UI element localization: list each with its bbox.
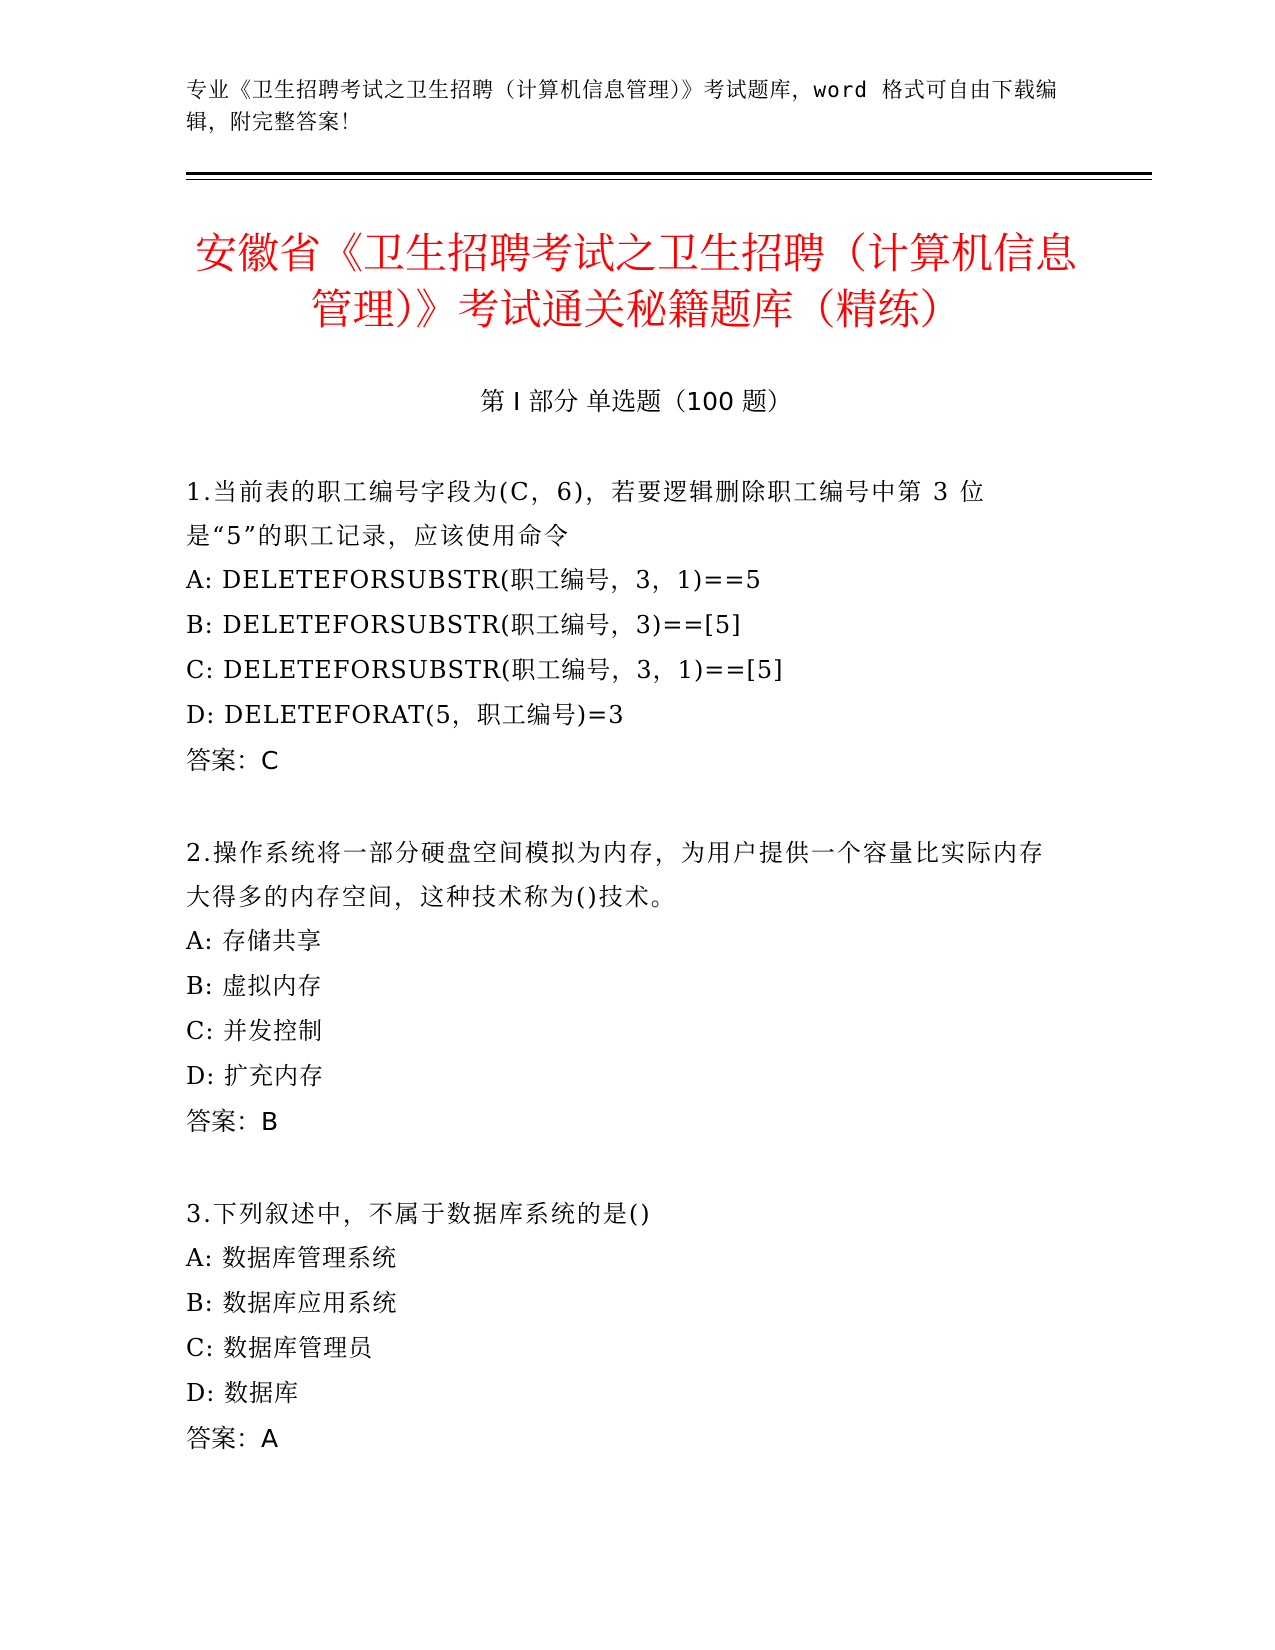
header-note: 专业《卫生招聘考试之卫生招聘（计算机信息管理）》考试题库，word 格式可自由下载编辑，附完整答案！ [186, 78, 1058, 134]
question-stem: 3.下列叙述中，不属于数据库系统的是() [186, 1200, 652, 1228]
question-list [186, 470, 1066, 1509]
answer-line: 答案：A [186, 1424, 279, 1453]
option-c: C: DELETEFORSUBSTR(职工编号，3，1)==[5] [186, 656, 784, 684]
option-b: B: 数据库应用系统 [186, 1289, 398, 1317]
answer-line: 答案：B [186, 1107, 279, 1136]
document-title: 安徽省《卫生招聘考试之卫生招聘（计算机信息管理）》考试通关秘籍题库（精练） [194, 229, 1077, 334]
header-rule-thin [186, 179, 1152, 180]
option-b: B: DELETEFORSUBSTR(职工编号，3)==[5] [186, 611, 742, 639]
section-title: 第 I 部分 单选题（100 题） [480, 387, 792, 416]
option-d: D: 扩充内存 [186, 1062, 324, 1090]
header-rule-thick [186, 172, 1152, 175]
question-3 [186, 1192, 1066, 1462]
answer-line: 答案：C [186, 746, 279, 775]
question-1 [186, 470, 1066, 784]
option-a: A: 数据库管理系统 [186, 1244, 398, 1272]
question-2 [186, 831, 1066, 1145]
option-c: C: 数据库管理员 [186, 1334, 374, 1362]
option-b: B: 虚拟内存 [186, 972, 323, 1000]
option-a: A: 存储共享 [186, 927, 323, 955]
question-stem: 1.当前表的职工编号字段为(C，6)，若要逻辑删除职工编号中第 3 位是“5”的职工记录，应该使用命令 [186, 478, 986, 550]
question-stem: 2.操作系统将一部分硬盘空间模拟为内存，为用户提供一个容量比实际内存大得多的内存空间，这种技术称为()技术。 [186, 839, 1045, 911]
option-d: D: 数据库 [186, 1379, 299, 1407]
option-a: A: DELETEFORSUBSTR(职工编号，3，1)==5 [186, 566, 762, 594]
option-c: C: 并发控制 [186, 1017, 324, 1045]
option-d: D: DELETEFORAT(5，职工编号)=3 [186, 701, 625, 729]
